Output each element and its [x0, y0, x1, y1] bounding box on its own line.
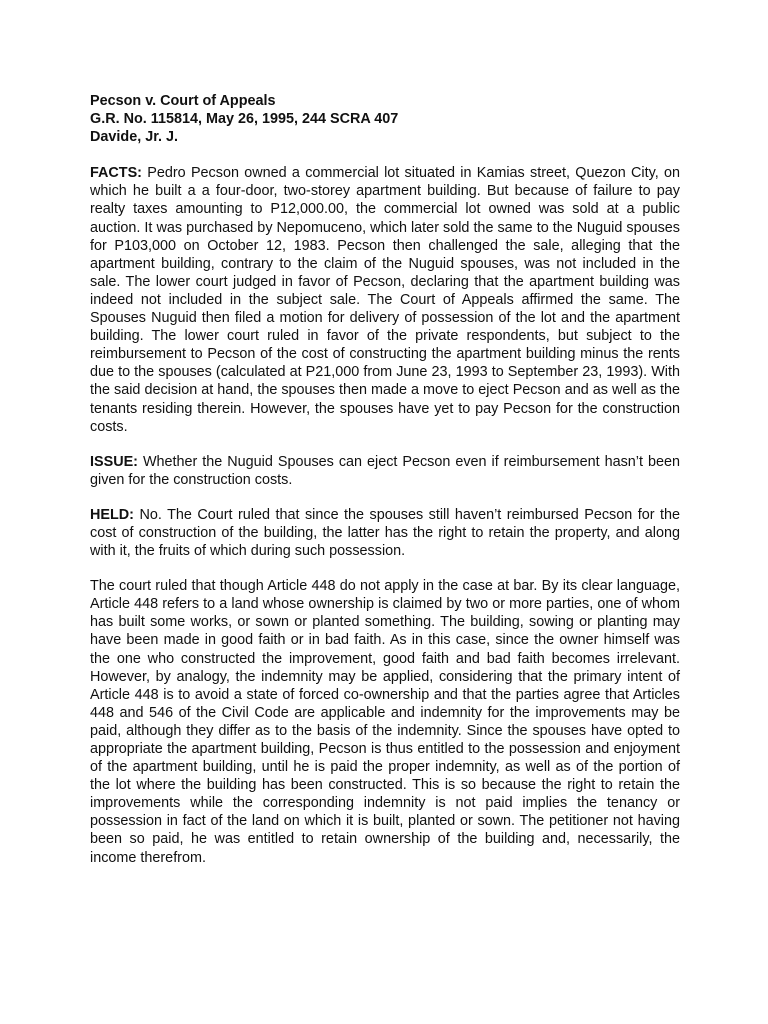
held-label: HELD:	[90, 506, 134, 523]
case-title: Pecson v. Court of Appeals	[90, 93, 276, 109]
issue-text: Whether the Nuguid Spouses can eject Pecson even if reimbursement hasn’t been given for the construction costs.	[90, 453, 680, 488]
ponente: Davide, Jr. J.	[90, 129, 178, 146]
facts-text: Pedro Pecson owned a commercial lot situated in Kamias street, Quezon City, on which he built a a four-door, two-storey apartment building. But because of failure to pay realty taxes amounting to P12,000.00, the commercial lot owned was sold at a public auction. It was purchased by Nepomuceno, which later sold the same to the Nuguid spouses for P103,000 on October 12, 1983. Pecson then challenged the sale, alleging that the apartment building, contrary to the claim of the Nuguid spouses, was not included in the sale. The lower court judged in favor of Pecson, declaring that the apartment building was indeed not included in the subject sale. The Court of Appeals affirmed the same. The Spouses Nuguid then filed a motion for delivery of possession of the lot and the apartment building. The lower court ruled in favor of the private respondents, but subject to the reimbursement to Pecson of the cost of constructing the apartment building minus the rents due to the spouses (calculated at P21,000 from June 23, 1993 to September 23, 1993). With the said decision at hand, the spouses then made a move to eject Pecson and as well as the tenants residing therein. However, the spouses have yet to pay Pecson for the construction costs.	[90, 165, 680, 435]
discussion-paragraph: The court ruled that though Article 448 do not apply in the case at bar. By its clear language, Article 448 refers to a land whose ownership is claimed by two or more parties, one of whom has built some works, or sown or planted something. The building, sowing or planting may have been made in good faith or in bad faith. As in this case, since the owner himself was the one who constructed the improvement, good faith and bad faith becomes irrelevant. However, by analogy, the indemnity may be applied, considering that the primary intent of Article 448 is to avoid a state of forced co-ownership and that the parties agree that Articles 448 and 546 of the Civil Code are applicable and indemnity for the improvements may be paid, although they differ as to the basis of the indemnity. Since the spouses have opted to appropriate the apartment building, Pecson is thus entitled to the possession and enjoyment of the apartment building, until he is paid the proper indemnity, as well as of the portion of the lot where the building has been constructed. This is so because the right to retain the improvements while the corresponding indemnity is not paid implies the tenancy or possession in fact of the land on which it is built, planted or sown. The petitioner not having been so paid, he was entitled to retain ownership of the building and, necessarily, the income therefrom.	[90, 578, 680, 866]
case-citation: G.R. No. 115814, May 26, 1995, 244 SCRA 407	[90, 111, 399, 128]
document-page	[90, 92, 680, 884]
case-header	[90, 92, 680, 146]
facts-paragraph	[90, 164, 680, 435]
issue-label: ISSUE:	[90, 453, 138, 470]
held-text: No. The Court ruled that since the spouses still haven’t reimbursed Pecson for the cost of construction of the building, the latter has the right to retain the property, and along with it, the fruits of which during such possession.	[90, 506, 680, 560]
issue-paragraph	[90, 453, 680, 489]
held-paragraph	[90, 506, 680, 560]
facts-label: FACTS:	[90, 165, 142, 182]
